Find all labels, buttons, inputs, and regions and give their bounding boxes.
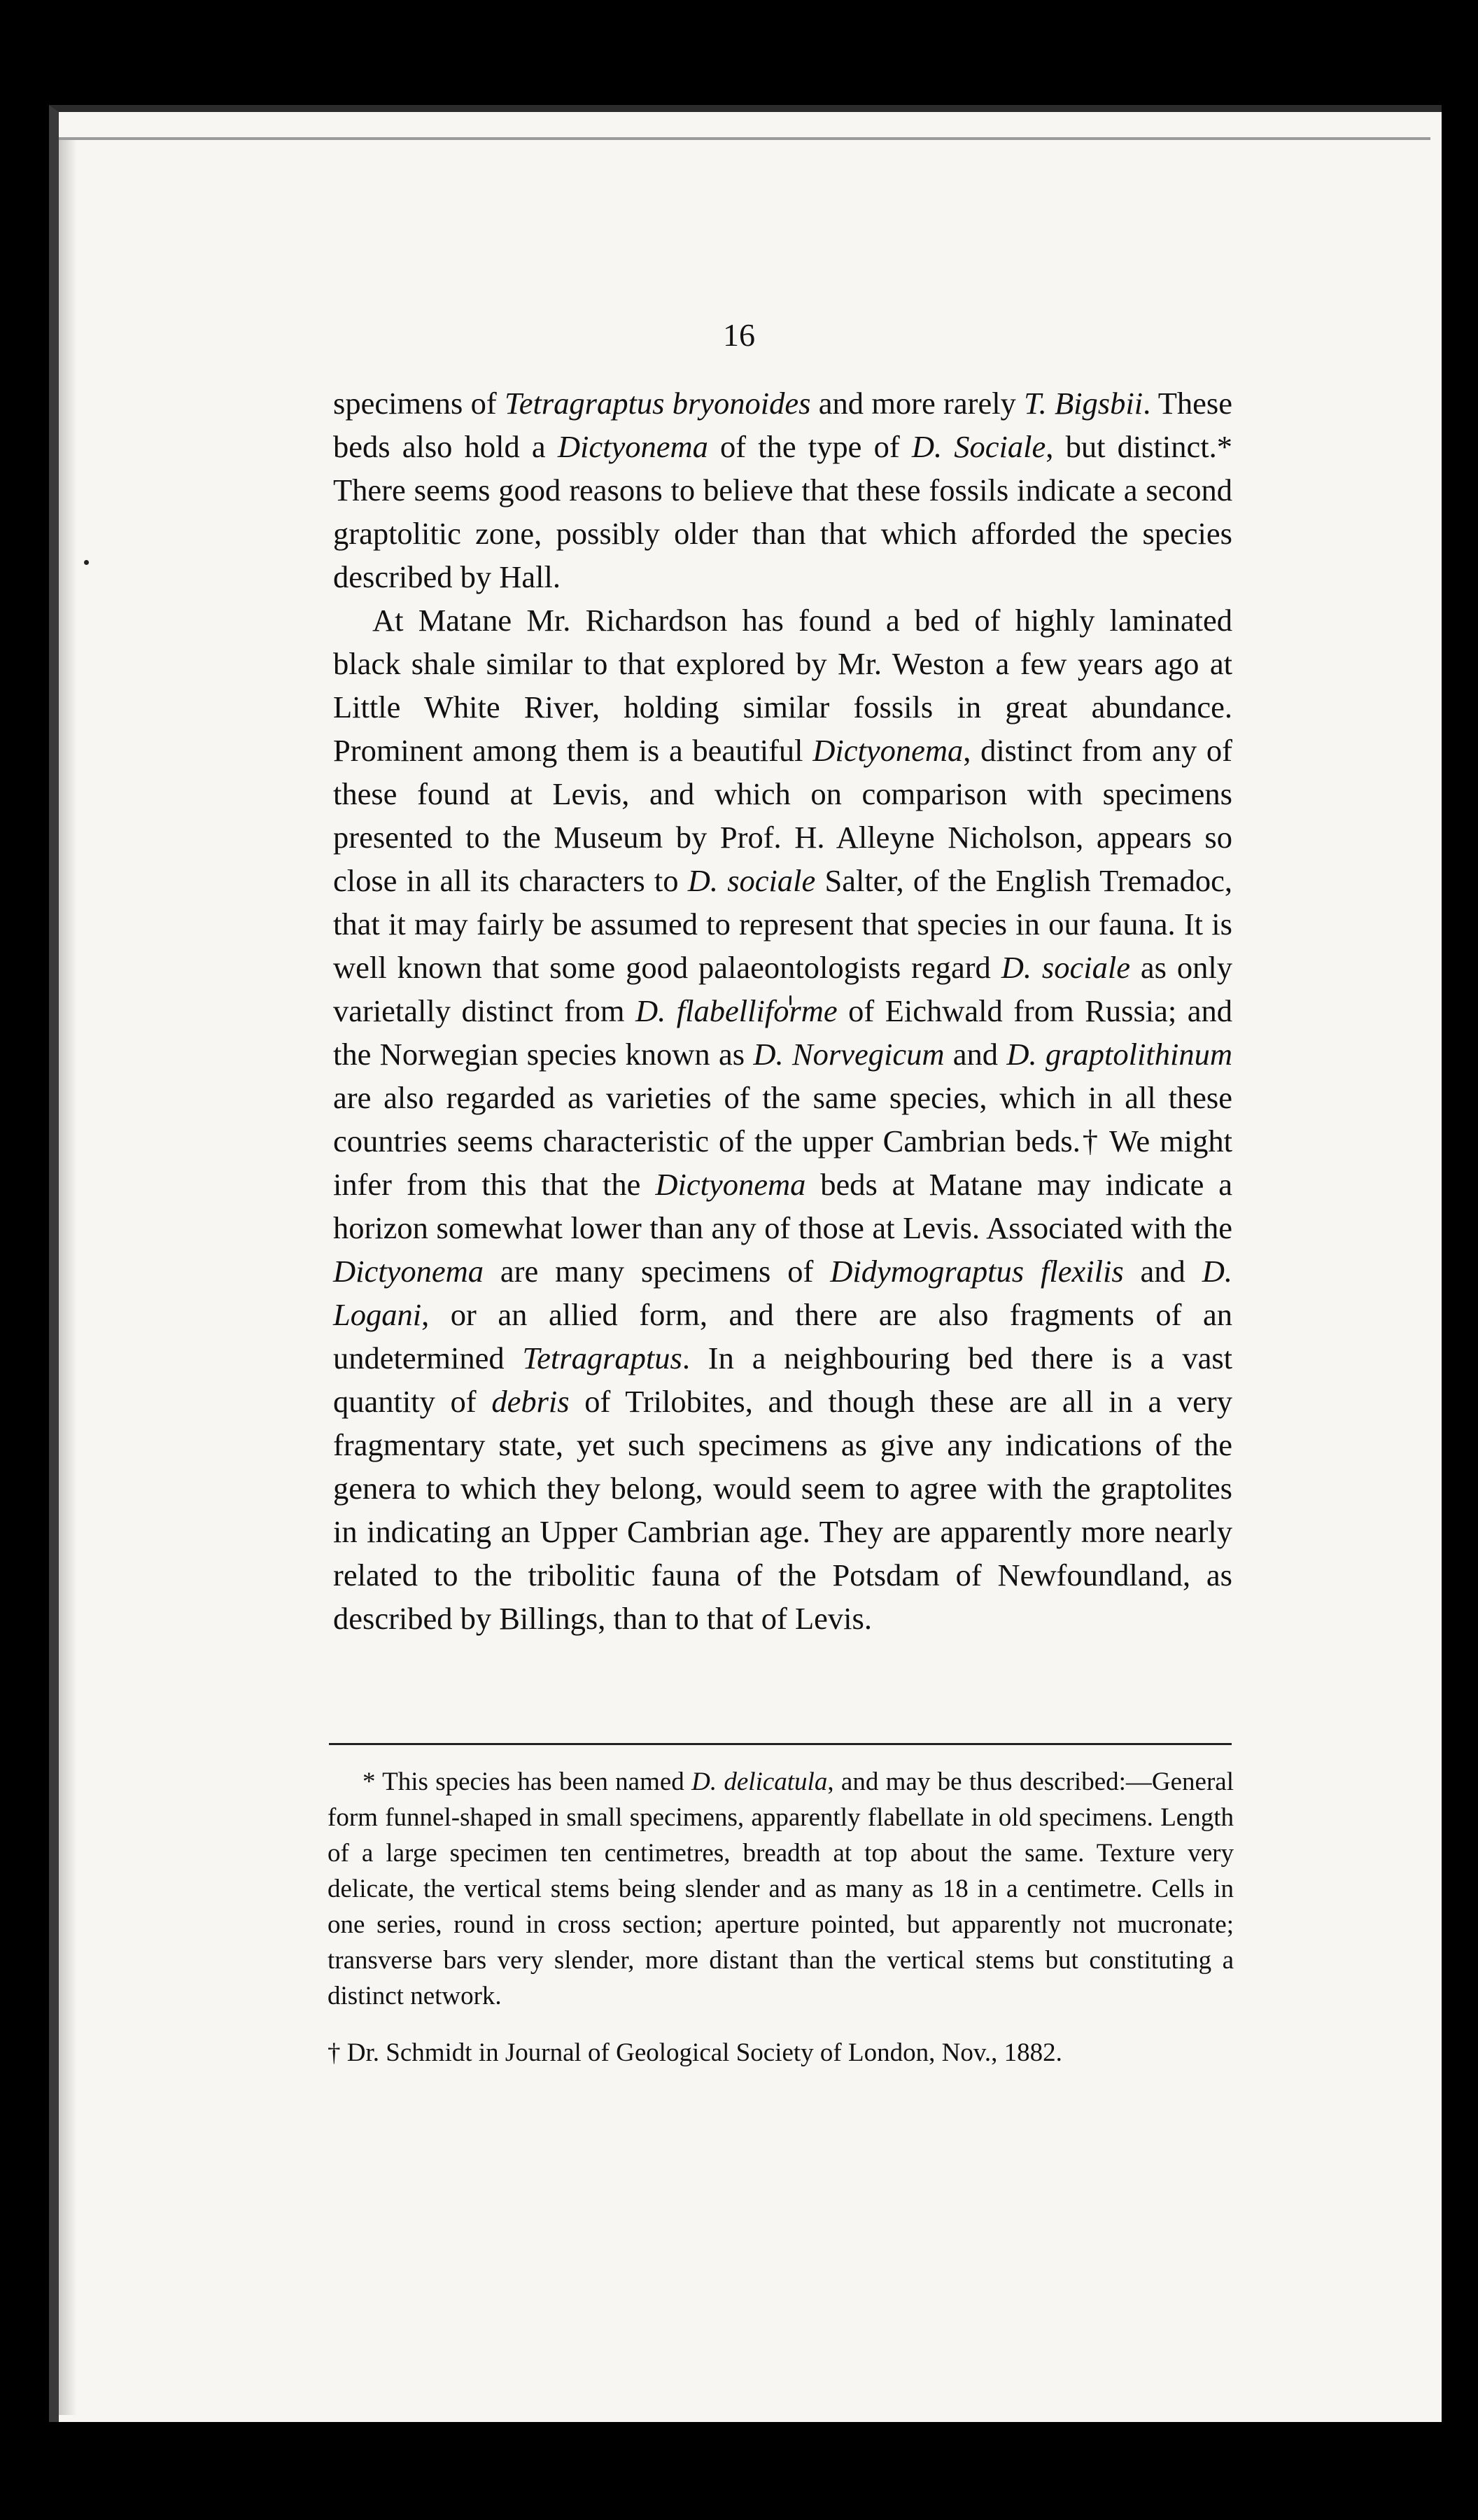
page-binding-shadow	[59, 140, 77, 2415]
footnote-divider	[329, 1743, 1232, 1745]
footnote-1: * This species has been named D. delicatula, and may be thus described:—General form funnel-shaped in small specimens, apparently flabellate in old specimens. Length of a large specimen ten centimetres, breadth at top about the same. Texture very delicate, the vertical stems being slender and as many as 18 in a centimetre. Cells in one series, round in cross section; aperture pointed, but apparently not mucronate; transverse bars very slender, more distant than the vertical stems but constituting a distinct network.	[328, 1768, 1234, 2010]
page-number: 16	[723, 317, 755, 353]
footnote-2: † Dr. Schmidt in Journal of Geological Society of London, Nov., 1882.	[328, 2038, 1062, 2067]
footnotes	[328, 1764, 1234, 2071]
paragraph-1: specimens of Tetragraptus bryonoides and more rarely T. Bigsbii. These beds also hold a Dictyonema of the type of D. Sociale, but distinct.* There seems good reasons to believe that these fossils indicate a second graptolitic zone, possibly older than that which afforded the species described by Hall.	[333, 386, 1233, 594]
scan-speck	[84, 560, 89, 565]
page-top-edge	[59, 137, 1430, 140]
main-text	[333, 382, 1232, 1640]
paragraph-2: At Matane Mr. Richardson has found a bed of highly laminated black shale similar to that explored by Mr. Weston a few years ago at Little White River, holding similar fossils in great abundance. Prominent among them is a beautiful Dictyonema, distinct from any of these found at Levis, and which on comparison with specimens presented to the Museum by Prof. H. Alleyne Nicholson, appears so close in all its characters to D. sociale Salter, of the English Tremadoc, that it may fairly be assumed to represent that species in our fauna. It is well known that some good palaeontologists regard D. sociale as only varietally distinct from D. flabelliforme of Eichwald from Russia; and the Norwegian species known as D. Norvegicum and D. graptolithinum are also regarded as varieties of the same species, which in all these countries seems characteristic of the upper Cambrian beds.† We might infer from this that the Dictyonema beds at Matane may indicate a horizon somewhat lower than any of those at Levis. Associated with the Dictyonema are many specimens of Didymograptus flexilis and D. Logani, or an allied form, and there are also fragments of an undetermined Tetragraptus. In a neighbouring bed there is a vast quantity of debris of Trilobites, and though these are all in a very fragmentary state, yet such specimens as give any indications of the genera to which they belong, would seem to agree with the graptolites in indicating an Upper Cambrian age. They are apparently more nearly related to the tribolitic fauna of the Potsdam of Newfoundland, as described by Billings, than to that of Levis.	[333, 603, 1232, 1636]
